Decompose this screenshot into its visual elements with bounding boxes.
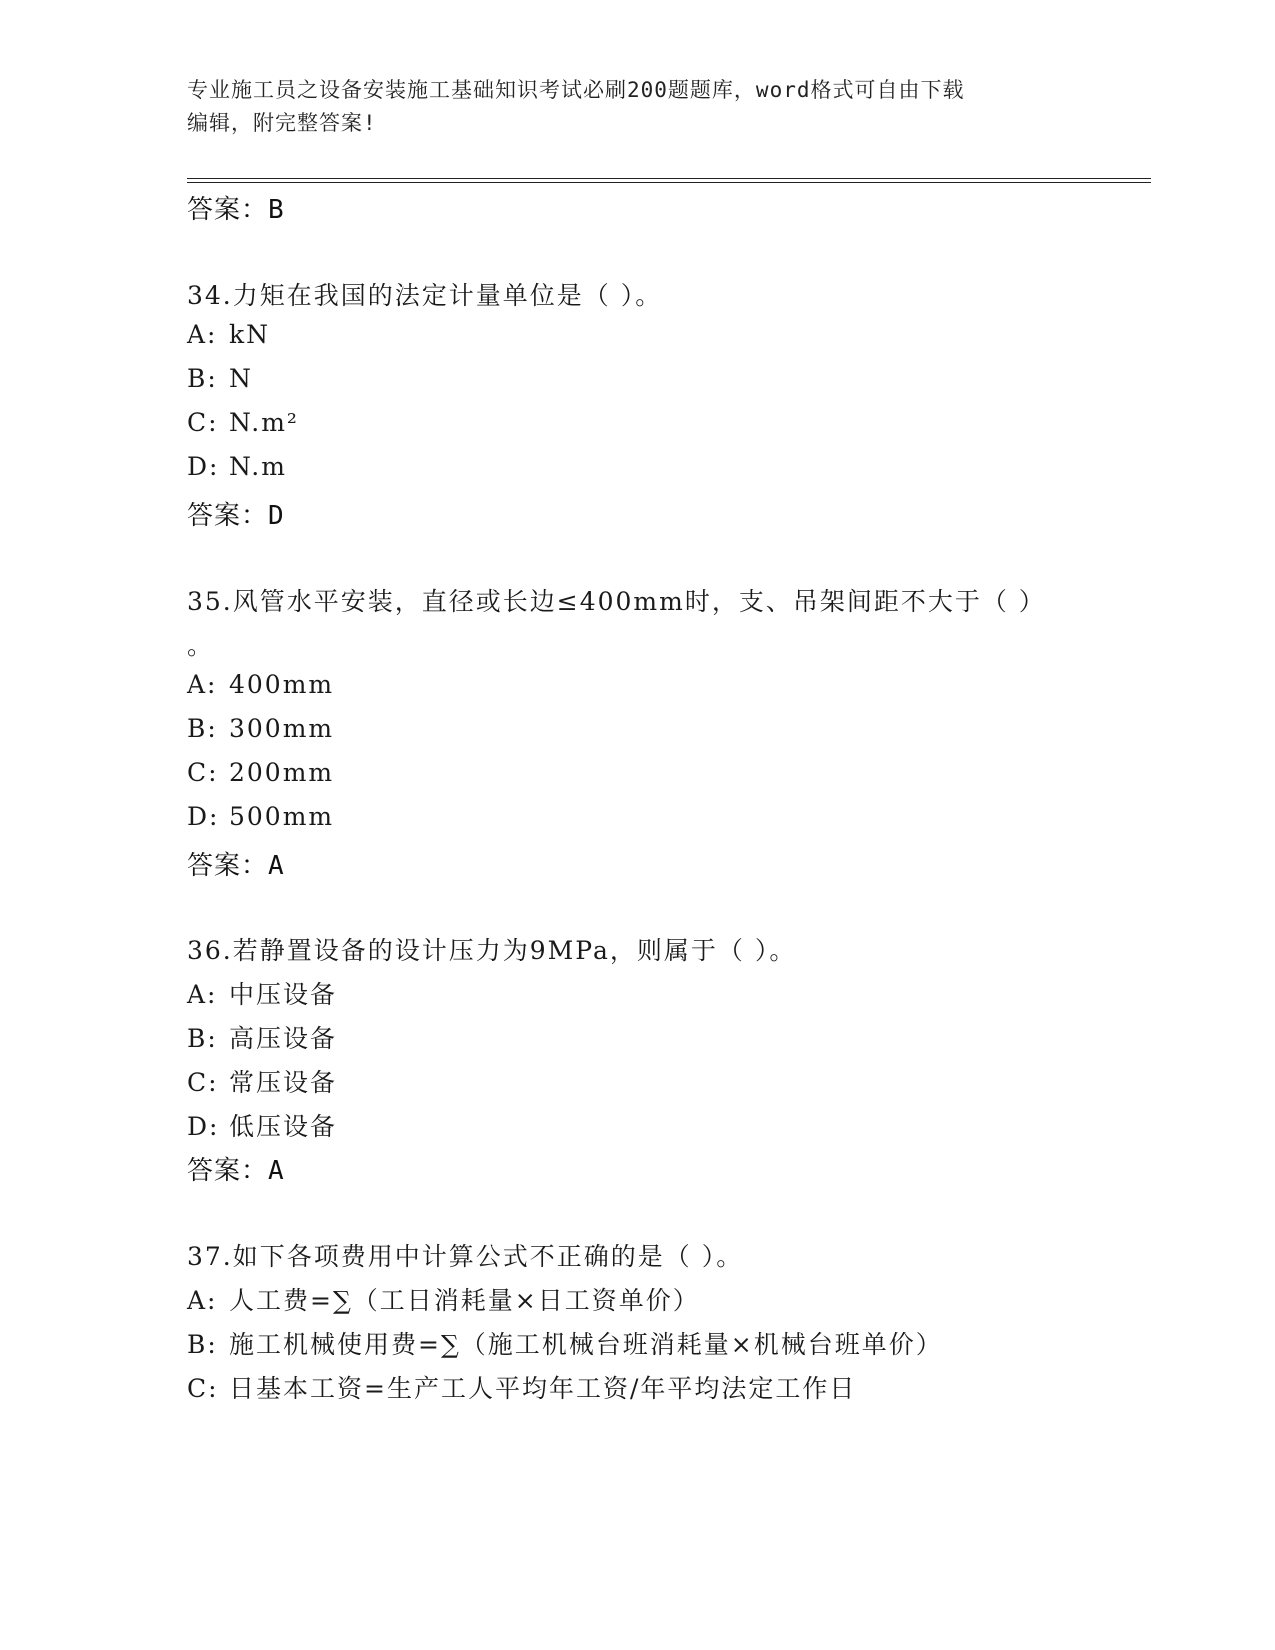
question-37-option-a <box>187 1281 700 1317</box>
option-label: A: <box>187 670 218 699</box>
option-label: C: <box>187 1374 219 1403</box>
header-divider-bottom <box>187 182 1151 183</box>
question-36-option-b <box>187 1019 337 1055</box>
question-35-stem-continuation: 。 <box>187 631 215 660</box>
option-text: 常压设备 <box>229 1068 338 1097</box>
question-35-stem: 35.风管水平安装，直径或长边≤400mm时，支、吊架间距不大于（ ） <box>187 587 1046 616</box>
question-34-stem: 34.力矩在我国的法定计量单位是（ ）。 <box>187 281 663 310</box>
option-label: B: <box>187 1024 218 1053</box>
question-36-stem: 36.若静置设备的设计压力为9MPa，则属于（ ）。 <box>187 936 797 965</box>
question-37-option-b <box>187 1325 943 1361</box>
header-title-line-1: 专业施工员之设备安装施工基础知识考试必刷200题题库，word格式可自由下载 <box>187 78 965 102</box>
option-label: B: <box>187 714 218 743</box>
question-37-stem: 37.如下各项费用中计算公式不正确的是（ ）。 <box>187 1242 744 1271</box>
header-title-line-2: 编辑，附完整答案! <box>187 111 377 135</box>
option-text: 高压设备 <box>229 1024 338 1053</box>
question-34-option-b <box>187 364 253 393</box>
option-label: A: <box>187 980 218 1009</box>
question-37-option-c <box>187 1369 856 1405</box>
option-text: 日基本工资=生产工人平均年工资/年平均法定工作日 <box>229 1374 857 1403</box>
question-35-answer: 答案：A <box>187 851 285 881</box>
question-34-option-d <box>187 452 287 481</box>
question-36-option-d <box>187 1107 337 1143</box>
document-header <box>187 74 1067 140</box>
option-text: N <box>229 364 253 393</box>
option-label: D: <box>187 452 220 481</box>
answer-previous: 答案：B <box>187 195 285 225</box>
question-35-option-c <box>187 758 334 787</box>
question-36-option-c <box>187 1063 337 1099</box>
option-text: 中压设备 <box>229 980 338 1009</box>
question-36-option-a <box>187 975 337 1011</box>
question-35-option-d <box>187 802 334 831</box>
option-text: 300mm <box>229 714 335 743</box>
question-35-option-a <box>187 670 334 699</box>
option-label: C: <box>187 758 219 787</box>
header-divider-top <box>187 178 1151 179</box>
option-label: B: <box>187 364 218 393</box>
question-34-option-a <box>187 320 270 349</box>
option-text: 400mm <box>229 670 335 699</box>
option-label: B: <box>187 1330 218 1359</box>
option-text: 200mm <box>229 758 335 787</box>
question-34-answer: 答案：D <box>187 501 285 531</box>
option-label: C: <box>187 1068 219 1097</box>
option-text: 施工机械使用费=∑（施工机械台班消耗量×机械台班单价） <box>229 1330 943 1359</box>
option-text: kN <box>229 320 271 349</box>
option-label: D: <box>187 1112 220 1141</box>
option-label: A: <box>187 320 218 349</box>
option-label: D: <box>187 802 220 831</box>
option-label: C: <box>187 408 219 437</box>
question-36-answer: 答案：A <box>187 1156 285 1186</box>
question-35-option-b <box>187 714 334 743</box>
option-text: 低压设备 <box>229 1112 338 1141</box>
option-text: N.m <box>229 452 287 481</box>
option-text: N.m² <box>229 408 299 437</box>
option-text: 人工费=∑（工日消耗量×日工资单价） <box>229 1286 700 1315</box>
option-text: 500mm <box>229 802 335 831</box>
question-34-option-c <box>187 408 299 437</box>
option-label: A: <box>187 1286 218 1315</box>
